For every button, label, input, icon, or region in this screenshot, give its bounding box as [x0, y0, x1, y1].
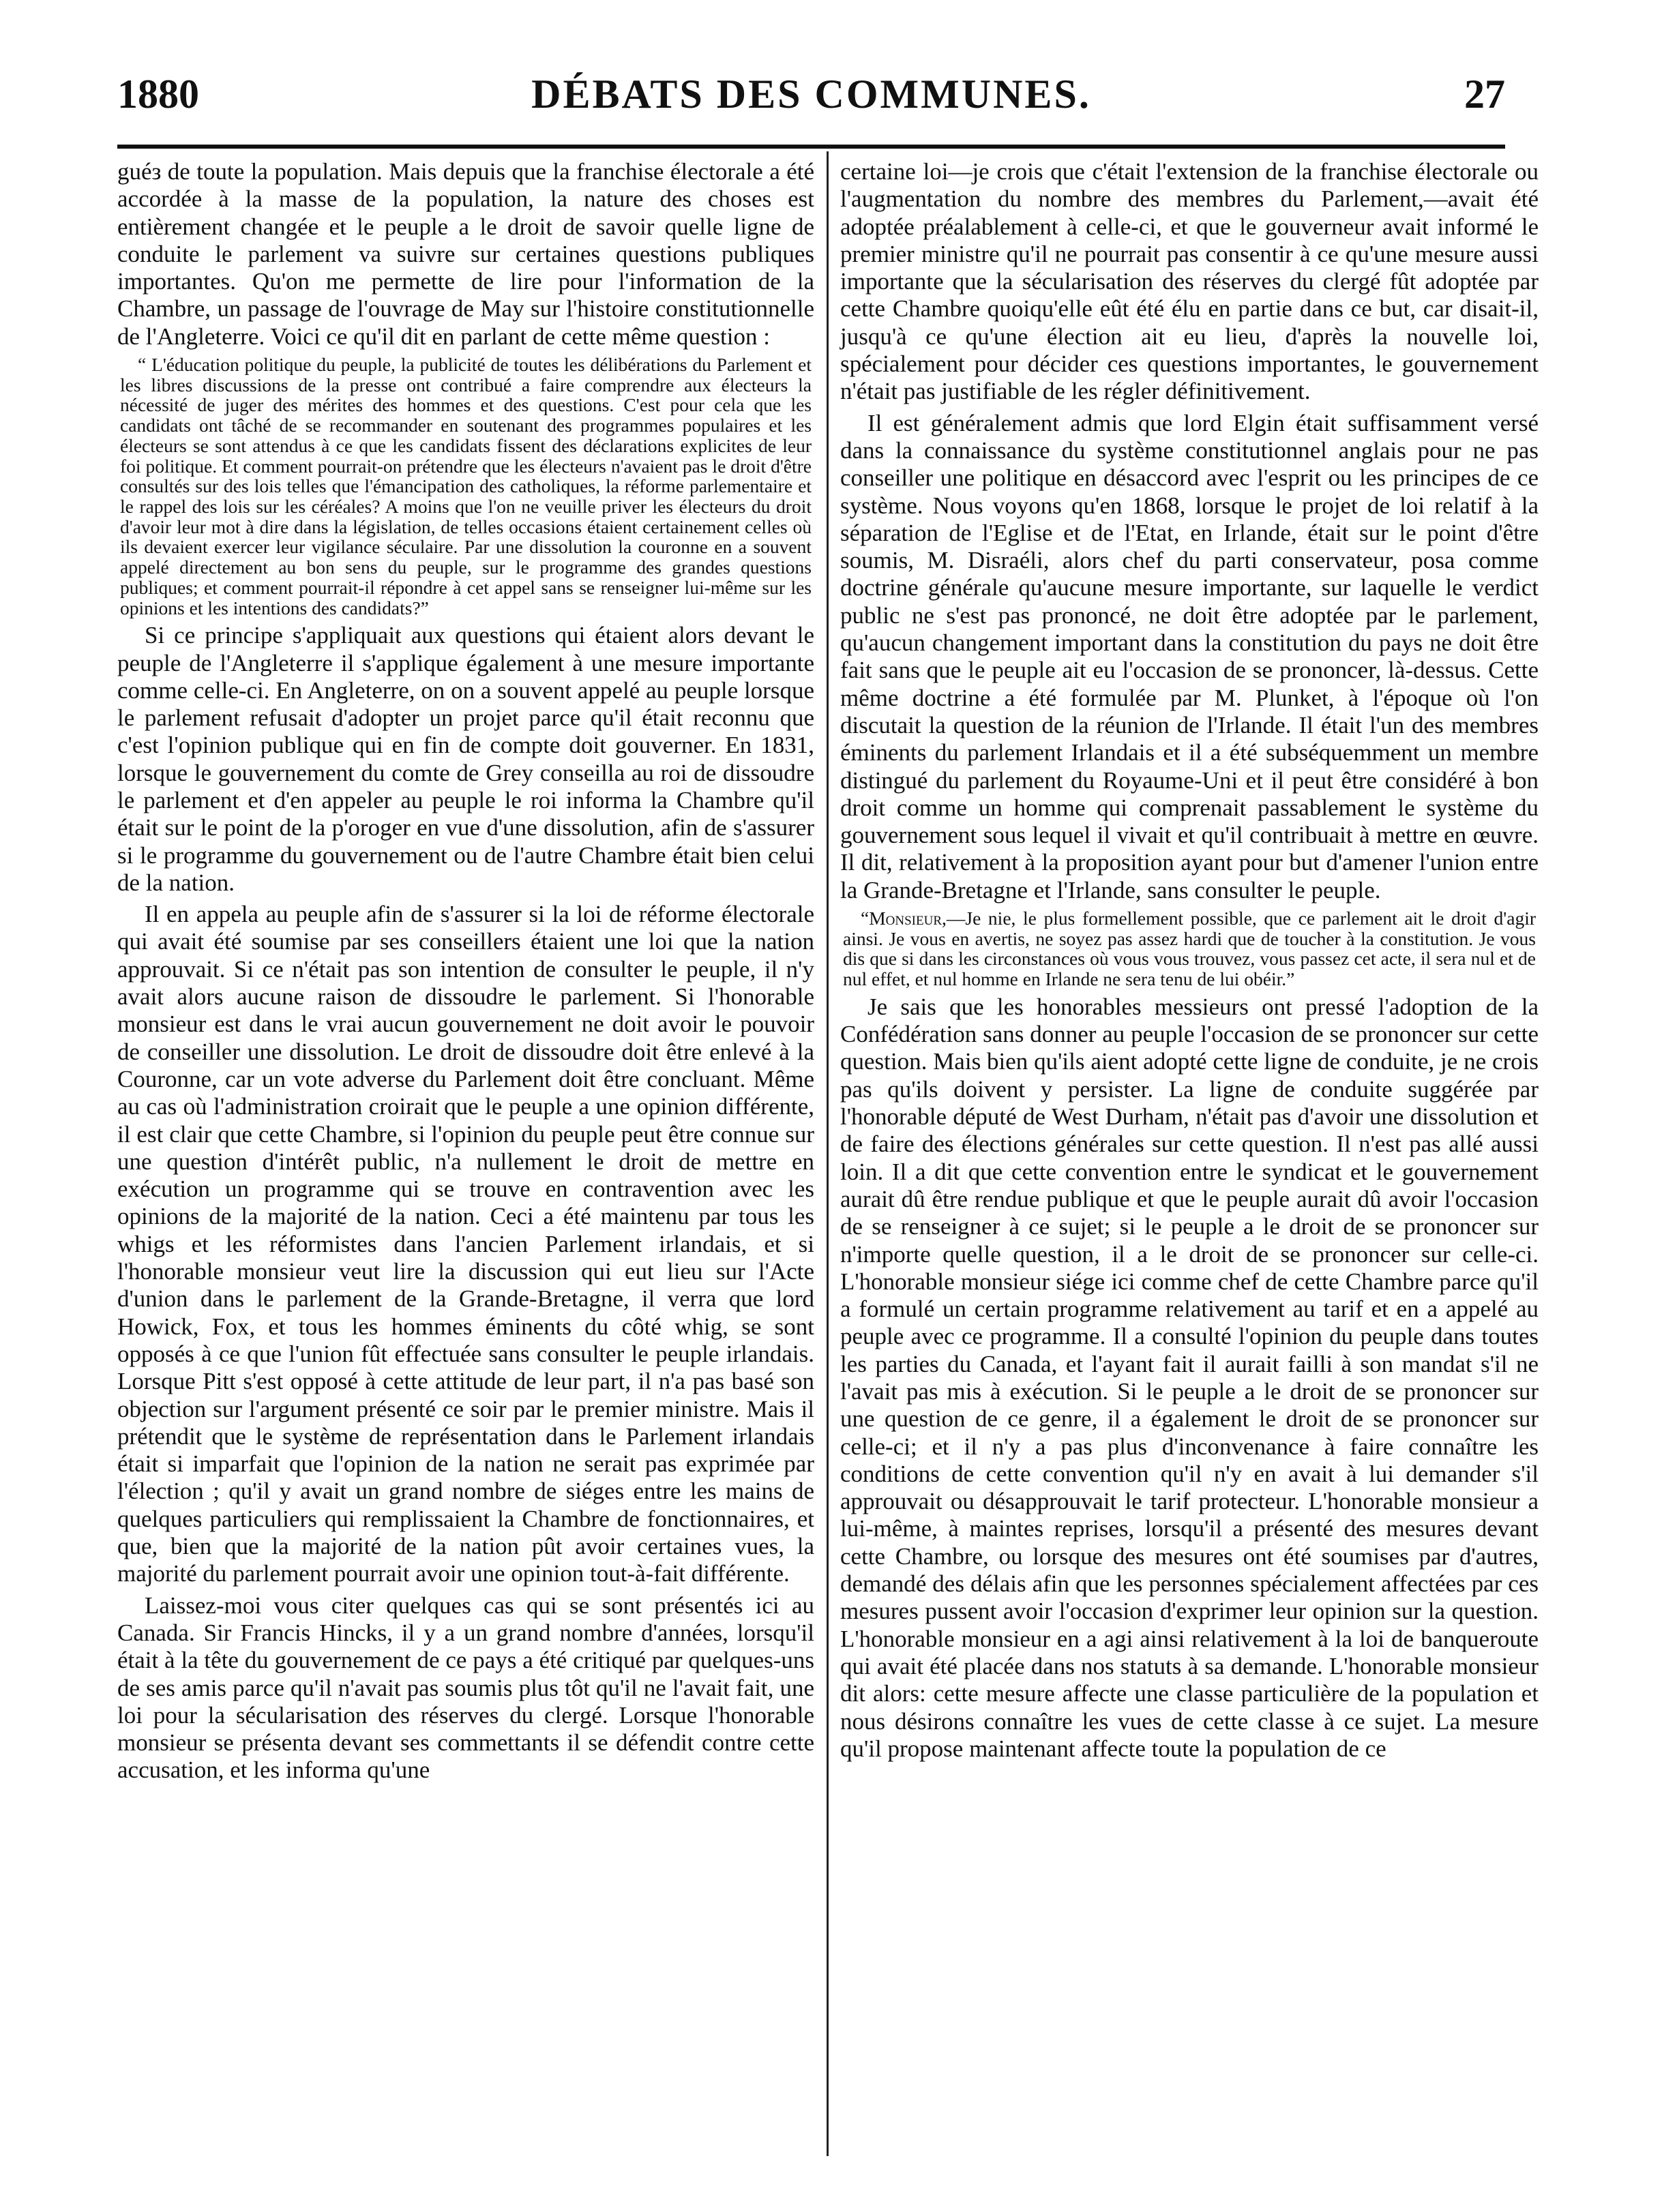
block-quote — [120, 355, 812, 618]
left-column — [117, 158, 814, 1784]
paragraph: guéз de toute la population. Mais depuis que la franchise électorale a été accordée à la masse de la population, la nature des choses est entièrement changée et le peuple a le droit de savoir quelle ligne de conduite le parlement va suivre sur certaines questions publiques importantes. Qu'on me permette de lire pour l'information de la Chambre, un passage de l'ouvrage de May sur l'histoire constitutionnelle de l'Angleterre. Voici ce qu'il dit en parlant de cette même question : — [117, 158, 814, 350]
column-divider — [827, 151, 829, 2156]
quote-open-mark: “ — [861, 908, 870, 929]
quote-lead: Monsieur, — [869, 908, 947, 929]
header-page-number: 27 — [1464, 72, 1505, 117]
quote-text — [843, 908, 1536, 989]
paragraph: certaine loi—je crois que c'était l'extension de la franchise électorale ou l'augmentation du nombre des membres du Parlement,—avait été adoptée préalablement à celle-ci, et que le gouverneur avait informé le premier ministre qu'il ne pourrait pas consentir à ce qu'une mesure aussi importante que la sécularisation des réserves du clergé fût adoptée par cette Chambre quoiqu'elle eût été élu en partie dans ce but, car disait-il, jusqu'à ce qu'une élection ait eu lieu, d'après la nouvelle loi, spécialement pour décider ces questions importantes, le gouvernement n'était pas justifiable de les régler définitivement. — [840, 158, 1539, 405]
quote-rest: —Je nie, le plus formellement possible, que ce parlement ait le droit d'agir ainsi. Je vous en avertis, ne soyez pas assez hardi que de toucher à la constitution. Je vous dis que si dans les circonstances où vous vous trouvez, vous passez cet acte, il sera nul et de nul effet, et nul homme en Irlande ne sera tenu de lui obéir.” — [843, 908, 1536, 990]
paragraph: Je sais que les honorables messieurs ont pressé l'adoption de la Confédération sans donner au peuple l'occasion de se prononcer sur cette question. Mais bien qu'ils aient adopté cette ligne de conduite, je ne crois pas qu'ils doivent y persister. La ligne de conduite suggérée par l'honorable député de West Durham, n'était pas d'avoir une dissolution et de faire des élections générales sur cette question. Il n'est pas allé aussi loin. Il a dit que cette convention entre le syndicat et le gouvernement aurait dû être rendue publique et que le peuple aurait dû avoir l'occasion de se renseigner à ce sujet; si le peuple a le droit de se prononcer sur n'importe quelle question, il a le droit de se prononcer sur celle-ci. L'honorable monsieur siége ici comme chef de cette Chambre parce qu'il a formulé un certain programme relativement au tarif et en a appelé au peuple avec ce programme. Il a consulté l'opinion du peuple dans toutes les parties du Canada, et l'ayant fait il aurait failli à son mandat s'il ne l'avait pas mis à exécution. Si le peuple a le droit de se prononcer sur une question de ce genre, il a également le droit de se prononcer sur celle-ci; et il n'y a pas plus d'inconvenance à faire connaître les conditions de cette convention qu'il n'y en avait à lui demander s'il approuvait ou désapprouvait le tarif protecteur. L'honorable monsieur a lui-même, à maintes reprises, lorsqu'il a présenté des mesures devant cette Chambre, ou lorsque des mesures ont été soumises par d'autres, demandé des délais afin que les personnes spécialement affectées par ces mesures pussent avoir l'occasion d'exprimer leur opinion sur la question. L'honorable monsieur en a agi ainsi relativement à la loi de banqueroute qui avait été placée dans nos statuts à sa demande. L'honorable monsieur dit alors: cette mesure affecte une classe particulière de la population et nous désirons connaître les vues de cette classe à ce sujet. La mesure qu'il propose maintenant affecte toute la population de ce — [840, 993, 1539, 1762]
header-rule — [117, 145, 1505, 149]
paragraph: Il est généralement admis que lord Elgin était suffisamment versé dans la connaissance du système constitutionnel anglais pour ne pas conseiller une politique en désaccord avec l'esprit ou les principes de ce système. Nous voyons qu'en 1868, lorsque le projet de loi relatif à la séparation de l'Eglise et de l'Etat, en Irlande, était sur le point d'être soumis, M. Disraéli, alors chef du parti conservateur, posa comme doctrine générale qu'aucune mesure importante, sur laquelle le verdict public ne s'est pas prononcé, ne doit être adoptée par le parlement, qu'aucun changement important dans la constitution du pays ne doit être fait sans que le peuple ait eu l'occasion de se prononcer, là-dessus. Cette même doctrine a été formulée par M. Plunket, à l'époque où l'on discutait la question de la réunion de l'Irlande. Il était l'un des membres éminents du parlement Irlandais et il a été subséquemment un membre distingué du parlement du Royaume-Uni et il peut être considéré à bon droit comme un homme qui comprenait passablement le système du gouvernement sous lequel il vivait et qu'il contribuait à mettre en œuvre. Il dit, relativement à la proposition ayant pour but d'amener l'union entre la Grande-Bretagne et l'Irlande, sans consulter le peuple. — [840, 409, 1539, 903]
quote-text: “ L'éducation politique du peuple, la publicité de toutes les délibérations du Parlement et les libres discussions de la presse ont contribué a faire comprendre aux électeurs la nécessité de juger des mérites des hommes et des questions. C'est pour cela que les candidats ont tâché de se recommander en soutenant des programmes populaires et les électeurs se sont attendus à ce que les candidats fissent des déclarations explicites de leur foi politique. Et comment pourrait-on prétendre que les électeurs n'avaient pas le droit d'être consultés sur des lois telles que l'émancipation des catholiques, la réforme parlementaire et le rappel des lois sur les céréales? A moins que l'on ne veuille priver les électeurs du droit d'avoir leur mot à dire dans la législation, de telles occasions étaient certainement celles où ils devaient exercer leur vigilance séculaire. Par une dissolution la couronne en a souvent appelé directement au bon sens du peuple, sur le programme des grandes questions publiques; et comment pourrait-il répondre à cet appel sans se renseigner lui-même sur les opinions et les intentions des candidats?” — [120, 354, 812, 618]
paragraph: Il en appela au peuple afin de s'assurer si la loi de réforme électorale qui avait été soumise par ses conseillers étaient une loi que la nation approuvait. Si ce n'était pas son intention de consulter le peuple, il n'y avait alors aucune raison de dissoudre le parlement. Si l'honorable monsieur est dans le vrai aucun gouvernement ne doit avoir le pouvoir de conseiller une dissolution. Le droit de dissoudre doit être enlevé à la Couronne, car un vote adverse du Parlement doit être concluant. Même au cas où l'administration croirait que le peuple a une opinion différente, il est clair que cette Chambre, si l'opinion du peuple peut être connue sur une question d'intérêt public, n'a nullement le droit de mettre en exécution un programme qui se trouve en contravention avec les opinions de la majorité de la nation. Ceci a été maintenu par tous les whigs et les réformistes dans l'ancien Parlement irlandais, et si l'honorable monsieur veut lire la discussion qui eut lieu sur l'Acte d'union dans le parlement de la Grande-Bretagne, il verra que lord Howick, Fox, et tous les hommes éminents du côté whig, se sont opposés à ce que l'union fût effectuée sans consulter le peuple irlandais. Lorsque Pitt s'est opposé à cette attitude de leur part, il n'a pas basé son objection sur l'argument présenté ce soir par le premier ministre. Mais il prétendit que le système de représentation dans le Parlement irlandais était si imparfait que l'opinion de la nation ne serait pas exprimée par l'élection ; qu'il y avait un grand nombre de siéges entre les mains de quelques particuliers qui remplissaient la Chambre de fonctionnaires, et que, bien que la majorité de la nation pût avoir certaines vues, la majorité du parlement pourrait avoir une opinion tout-à-fait différente. — [117, 901, 814, 1587]
running-head — [117, 71, 1505, 132]
header-title: DÉBATS DES COMMUNES. — [531, 72, 1091, 117]
right-column — [840, 158, 1539, 1763]
block-quote — [843, 908, 1536, 989]
header-year: 1880 — [117, 72, 199, 117]
paragraph: Laissez-moi vous citer quelques cas qui se sont présentés ici au Canada. Sir Francis Hincks, il y a un grand nombre d'années, lorsqu'il était à la tête du gouvernement de ce pays a été critiqué par quelques-uns de ses amis parce qu'il n'avait pas soumis plus tôt qu'il ne l'avait fait, une loi pour la sécularisation des réserves du clergé. Lorsque l'honorable monsieur se présenta devant ses commettants il se défendit contre cette accusation, et les informa qu'une — [117, 1591, 814, 1784]
paragraph: Si ce principe s'appliquait aux questions qui étaient alors devant le peuple de l'Angleterre il s'applique également à une mesure importante comme celle-ci. En Angleterre, on on a souvent appelé au peuple lorsque le parlement refusait d'adopter un projet parce qu'il était reconnu que c'est l'opinion publique qui en fin de compte doit gouverner. En 1831, lorsque le gouvernement du comte de Grey conseilla au roi de dissoudre le parlement et d'en appeler au peuple le roi informa la Chambre qu'il était sur le point de la p'oroger en vue d'une dissolution, afin de s'assurer si le programme du gouvernement ou de l'autre Chambre était bien celui de la nation. — [117, 622, 814, 896]
